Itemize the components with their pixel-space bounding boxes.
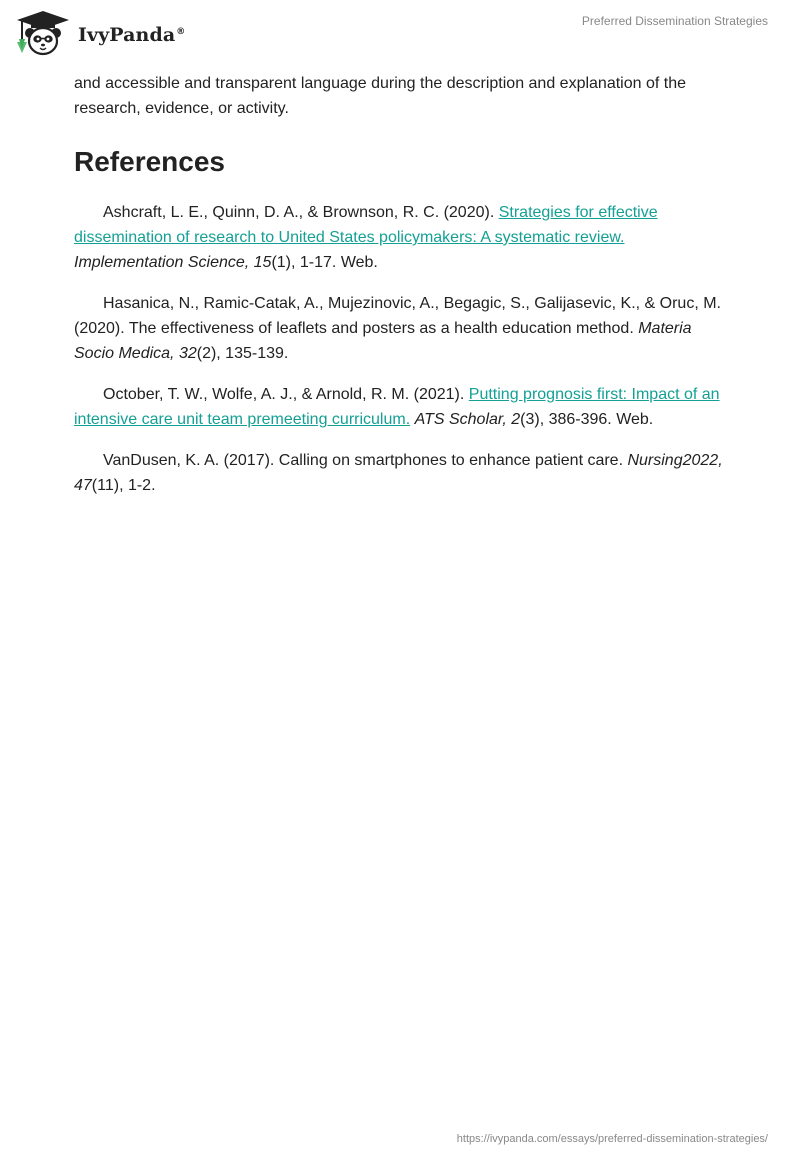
references-heading: References — [74, 146, 225, 177]
reference-journal: ATS Scholar, 2 — [414, 411, 521, 428]
registered-mark: ® — [176, 26, 186, 37]
reference-link[interactable]: Putting prognosis first: Impact of an intensive care unit team premeeting curriculum. — [74, 386, 720, 428]
reference-details: (11), 1-2. — [91, 477, 156, 494]
intro-paragraph: and accessible and transparent language during the description and explanation of the research, evidence, or activity. — [74, 75, 686, 117]
reference-authors: October, T. W., Wolfe, A. J., & Arnold, R. M. (2021). — [103, 386, 469, 403]
reference-item — [74, 200, 734, 275]
footer-source-url: https://ivypanda.com/essays/preferred-dissemination-strategies/ — [456, 1133, 768, 1145]
document-title: Preferred Dissemination Strategies — [581, 14, 768, 28]
document-body — [74, 71, 734, 514]
panda-graduate-icon — [14, 9, 72, 59]
reference-item — [74, 448, 734, 498]
reference-journal: Materia Socio Medica, 32 — [74, 320, 692, 362]
reference-item — [74, 382, 734, 432]
logo-wordmark — [78, 24, 185, 46]
reference-authors: VanDusen, K. A. (2017). Calling on smartphones to enhance patient care. — [103, 452, 628, 469]
reference-authors: Ashcraft, L. E., Quinn, D. A., & Brownson, R. C. (2020). — [103, 204, 499, 221]
reference-authors: Hasanica, N., Ramic-Catak, A., Mujezinovic, A., Begagic, S., Galijasevic, K., & Oruc, M. (2020). The effectiveness of leaflets and posters as a health education method. — [74, 295, 721, 337]
reference-details: (2), 135-139. — [196, 345, 289, 362]
reference-details: (1), 1-17. Web. — [271, 254, 378, 271]
reference-details: (3), 386-396. Web. — [520, 411, 654, 428]
reference-journal: Nursing2022, 47 — [74, 452, 723, 494]
reference-journal: Implementation Science, 15 — [74, 254, 272, 271]
ivypanda-logo[interactable] — [14, 9, 185, 59]
reference-item — [74, 291, 734, 366]
reference-link[interactable]: Strategies for effective dissemination of research to United States policymakers: A systematic review. — [74, 204, 658, 246]
logo-name: IvyPanda — [78, 24, 176, 46]
